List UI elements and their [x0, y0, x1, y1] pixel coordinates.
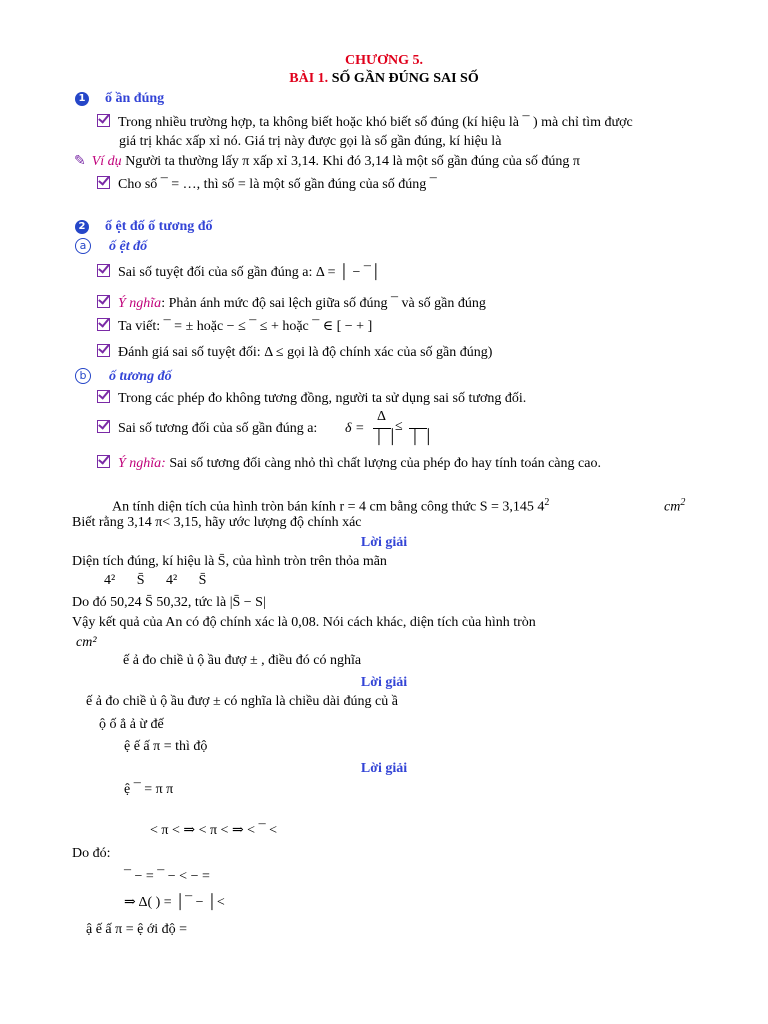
example3-line6: ⇒ Δ( ) = │¯ − │< — [124, 895, 225, 910]
formula-right-denominator: │ │ — [410, 430, 434, 445]
sub-b-bullet2 — [97, 420, 317, 438]
example3-line3: < π < ⇒ < π < ⇒ < ¯ < — [150, 823, 277, 838]
example2-line2: ế ả đo chiề ủ ộ ầu đượ ± có nghĩa là chiều dài đúng củ ầ — [86, 694, 398, 709]
lesson-title: SỐ GẦN ĐÚNG SAI SỐ — [331, 71, 479, 86]
example-line — [74, 152, 580, 171]
example1-line4: 4² S̄ 4² S̄ — [104, 573, 207, 588]
bullet-text: Ta viết: ¯ = ± hoặc − ≤ ¯ ≤ + hoặc ¯ ∈ [ − + ] — [118, 319, 373, 334]
example3-line2: ệ ¯ = π π — [124, 782, 174, 797]
bullet-text: Trong các phép đo không tương đồng, người ta sử dụng sai số tương đối. — [118, 391, 527, 406]
example3-line7: ậ ế ấ π = ệ ới độ = — [86, 922, 188, 937]
example3-line5: ¯ − = ¯ − < − = — [124, 869, 210, 884]
section1-heading — [75, 90, 164, 108]
check-icon — [97, 295, 110, 308]
example1-line2: Biết rằng 3,14 π< 3,15, hãy ước lượng độ chính xác — [72, 515, 362, 530]
section2-title: ố ệt đố ố tương đố — [105, 219, 213, 234]
sub-a-bullet3 — [97, 318, 372, 336]
check-icon — [97, 344, 110, 357]
example3-line4: Do đó: — [72, 846, 111, 861]
pencil-icon: ✎ — [74, 153, 86, 169]
check-icon — [97, 318, 110, 331]
example3-line1: ệ ế ấ π = thì độ — [124, 739, 208, 754]
letter-b-icon: b — [75, 368, 91, 384]
example1-line7: cm² — [76, 635, 97, 650]
lesson-prefix: BÀI 1. — [289, 71, 329, 86]
section2-heading — [75, 218, 213, 236]
check-icon — [97, 176, 110, 189]
bullet-text: Cho số ¯ = …, thì số = là một số gần đúng của số đúng ¯ — [118, 177, 437, 192]
bullet-text: Trong nhiều trường hợp, ta không biết hoặc khó biết số đúng (kí hiệu là ¯ ) mà chỉ tìm được — [118, 115, 633, 130]
relative-error-formula — [345, 408, 435, 452]
check-icon — [97, 420, 110, 433]
example-label: Ví dụ — [91, 154, 122, 169]
bullet-text: : Phản ánh mức độ sai lệch giữa số đúng ¯ và số gần đúng — [161, 296, 486, 311]
bullet-text: Sai số tương đối của số gần đúng a: — [118, 421, 318, 436]
meaning-label: Ý nghĩa: — [118, 456, 166, 471]
solution-heading: Lời giải — [360, 761, 408, 776]
sub-b-title: ố tương đố — [109, 369, 172, 384]
section1-bullet1-cont: giá trị khác xấp xỉ nó. Giá trị này được gọi là số gần đúng, kí hiệu là — [119, 134, 502, 149]
example2-line1: ế ả đo chiề ủ ộ ầu đượ ± , điều đó có nghĩa — [123, 653, 362, 668]
sub-b-bullet3 — [97, 455, 601, 473]
sub-b-heading — [75, 368, 172, 386]
sub-a-bullet2 — [97, 295, 486, 313]
sub-a-bullet4 — [97, 344, 492, 362]
formula-lhs: δ = — [345, 421, 365, 436]
section1-title: ố ần đúng — [105, 91, 165, 106]
formula-numerator: Δ — [377, 409, 387, 424]
check-icon — [97, 455, 110, 468]
example1-unit — [664, 494, 685, 517]
section-number-badge: 1 — [75, 92, 89, 106]
example1-line3: Diện tích đúng, kí hiệu là S̄, của hình tròn trên thỏa mãn — [72, 554, 387, 569]
formula-rhs: ≤ — [395, 419, 403, 434]
solution-heading: Lời giải — [360, 535, 408, 550]
section1-bullet2 — [97, 176, 437, 194]
bullet-text: Sai số tương đối càng nhỏ thì chất lượng của phép đo hay tính toán càng cao. — [165, 456, 601, 471]
unit-cm: cm — [664, 499, 681, 515]
sub-a-heading — [75, 238, 147, 256]
chapter-heading: CHƯƠNG 5. — [344, 53, 424, 68]
solution-heading: Lời giải — [360, 675, 408, 690]
letter-a-icon: a — [75, 238, 91, 254]
meaning-label: Ý nghĩa — [118, 296, 162, 311]
lesson-heading — [0, 70, 768, 88]
example-text: Người ta thường lấy π xấp xỉ 3,14. Khi đó 3,14 là một số gần đúng của số đúng π — [125, 154, 580, 169]
example2-line3: ộ ố ẳ ả ừ đế — [99, 717, 164, 732]
exponent: 2 — [544, 497, 550, 508]
sub-a-bullet1 — [97, 264, 381, 282]
sub-b-bullet1 — [97, 390, 526, 408]
example1-line5: Do đó 50,24 S̄ 50,32, tức là |S̄ − S| — [72, 595, 266, 610]
check-icon — [97, 264, 110, 277]
example1-text: An tính diện tích của hình tròn bán kính r = 4 cm bằng công thức S = 3,145 4 — [112, 499, 545, 515]
formula-denominator: │ │ — [374, 430, 398, 445]
example1-line6: Vậy kết quả của An có độ chính xác là 0,08. Nói cách khác, diện tích của hình tròn — [72, 615, 536, 630]
section-number-badge: 2 — [75, 220, 89, 234]
bullet-text: Đánh giá sai số tuyệt đối: Δ ≤ gọi là độ chính xác của số gần đúng) — [118, 345, 493, 360]
sub-a-title: ố ệt đố — [109, 239, 148, 254]
check-icon — [97, 114, 110, 127]
unit-exponent: 2 — [680, 497, 686, 508]
check-icon — [97, 390, 110, 403]
bullet-text: Sai số tuyệt đối của số gần đúng a: Δ = │ − ¯│ — [118, 265, 381, 280]
section1-bullet1 — [97, 114, 633, 132]
